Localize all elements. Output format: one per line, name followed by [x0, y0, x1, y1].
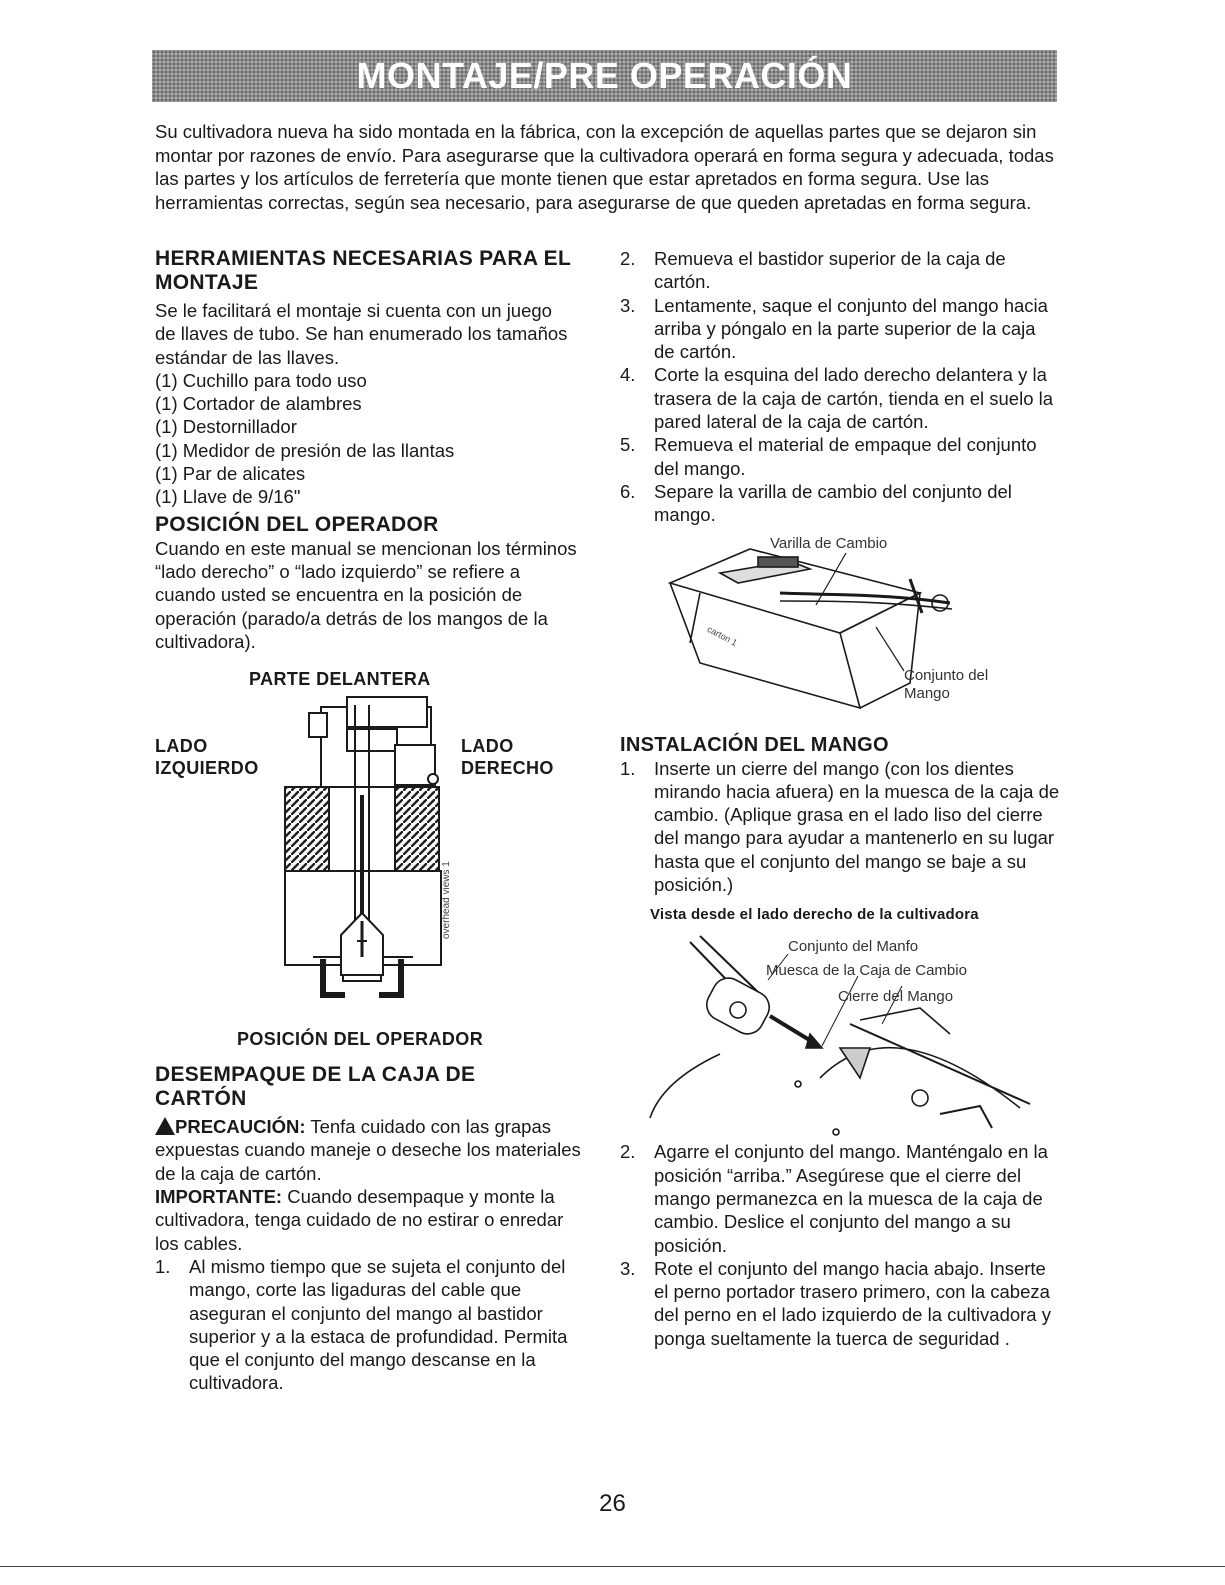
step-text: Lentamente, saque el conjunto del mango hacia arriba y póngalo en la parte superior de la caja de cartón.: [654, 294, 1048, 363]
step-number: 3.: [620, 294, 636, 316]
important-text: Cuando desempaque y monte la cultivadora, tenga cuidado de no estirar o enredar los cables.: [155, 1186, 564, 1254]
page-bottom-rule: [0, 1566, 1225, 1567]
shift-rod-callout: Varilla de Cambio: [770, 534, 888, 552]
install-step: [620, 1140, 1060, 1256]
step-text: Remueva el bastidor superior de la caja de cartón.: [654, 248, 1006, 293]
tools-list-item: (1) Cuchillo para todo uso: [155, 369, 367, 391]
step-number: 3.: [620, 1257, 636, 1279]
unpack-heading: DESEMPAQUE DE LA CAJA DE CARTÓN: [155, 1063, 476, 1111]
tools-list-item: (1) Cortador de alambres: [155, 393, 362, 415]
step-text: Separe la varilla de cambio del conjunto del mango.: [654, 480, 1012, 526]
handle-assembly-callout: [904, 667, 988, 703]
caution-text: Tenfa cuidado con las grapas expuestas cuando maneje o deseche los materiales de la caja de cartón.: [155, 1116, 581, 1184]
step-number: 2.: [620, 248, 636, 269]
callout-line: Mango: [904, 684, 950, 702]
left-side-label-line: LADO: [155, 736, 208, 757]
tools-list: [155, 369, 595, 509]
step-number: 1.: [620, 757, 636, 779]
step-text: Al mismo tiempo que se sujeta el conjunto del mango, corte las ligaduras del cable que aseguran el conjunto del mango al bastidor superior y a la estaca de profundidad. Permita que el conjunto del mango descanse en la cultivadora.: [189, 1255, 568, 1394]
unpack-step: [620, 294, 1060, 364]
handle-install-figure: [620, 906, 1060, 1138]
step-text: Remueva el material de empaque del conjunto del mango.: [654, 434, 1037, 479]
carton-box-text: carton 1: [705, 623, 739, 648]
caution-paragraph: [155, 1115, 585, 1185]
unpack-step: [620, 480, 1060, 527]
right-column: [620, 247, 1060, 1350]
install-heading: INSTALACIÓN DEL MANGO: [620, 733, 889, 756]
warning-triangle-icon: [155, 1117, 175, 1135]
gearbox-drawing: [620, 928, 1040, 1138]
left-side-label-line: IZQUIERDO: [155, 758, 259, 779]
unpack-step: [620, 433, 1060, 480]
step-number: 1.: [155, 1255, 171, 1277]
right-side-label-line: LADO: [461, 736, 514, 757]
step-number: 6.: [620, 480, 636, 502]
page-number: 26: [599, 1490, 626, 1517]
install-step: [620, 1257, 1060, 1350]
step-text: Corte la esquina del lado derecho delantera y la trasera de la caja de cartón, tienda en el suelo la pared lateral de la caja de cartón.: [654, 364, 1054, 433]
tools-list-item: (1) Medidor de presión de las llantas: [155, 439, 455, 461]
important-paragraph: [155, 1185, 585, 1255]
step-number: 2.: [620, 1141, 636, 1163]
tools-list-item: (1) Destornillador: [155, 416, 297, 438]
unpack-step: [620, 363, 1060, 433]
step-text: Inserte un cierre del mango (con los dientes mirando hacia afuera) en la muesca de la caja de cambio. (Aplique grasa en el lado liso del cierre del mango para ayudar a mantenerlo en su lugar hasta que el conjunto del mango se baje a su posición.): [654, 757, 1060, 896]
step-number: 4.: [620, 364, 636, 386]
tools-list-item: (1) Llave de 9/16": [155, 486, 301, 508]
tools-heading: HERRAMIENTAS NECESARIAS PARA EL MONTAJE: [155, 247, 571, 294]
operator-body: Cuando en este manual se mencionan los términos “lado derecho” o “lado izquierdo” se refiere a cuando usted se encuentra en la posición de operación (parado/a detrás de los mangos de la cultivadora).: [155, 537, 577, 652]
unpack-step: [155, 1255, 595, 1395]
left-column: [155, 247, 595, 1395]
install-step: [620, 757, 1060, 897]
handle-lock-callout: Cierre del Mango: [838, 988, 954, 1006]
right-side-label-line: DERECHO: [461, 758, 554, 779]
left-side-label: [155, 735, 259, 779]
caution-label: PRECAUCIÓN:: [175, 1116, 306, 1138]
operator-heading: POSICIÓN DEL OPERADOR: [155, 512, 439, 536]
operator-figure-caption: POSICIÓN DEL OPERADOR: [237, 1029, 484, 1050]
callout-leader-lines: [620, 535, 1060, 715]
front-label: PARTE DELANTERA: [249, 669, 431, 690]
handle-assembly-callout: Conjunto del Manfo: [788, 938, 919, 956]
section-title: MONTAJE/PRE OPERACIÓN: [356, 55, 853, 96]
drawing-file-label: overhead views 1: [441, 861, 452, 940]
unpack-step: [620, 247, 1060, 294]
install-figure-title: Vista desde el lado derecho de la cultivadora: [650, 906, 979, 924]
operator-position-figure: [155, 663, 595, 1053]
callout-line: Conjunto del: [904, 666, 989, 684]
carton-figure: [620, 535, 1060, 715]
tools-body: Se le facilitará el montaje si cuenta con un juego de llaves de tubo. Se han enumerado los tamaños estándar de las llaves.: [155, 300, 568, 368]
gearbox-notch-callout: Muesca de la Caja de Cambio: [766, 962, 967, 980]
step-text: Agarre el conjunto del mango. Manténgalo en la posición “arriba.” Asegúrese que el cierre del mango permanezca en la muesca de la caja de cambio. Deslice el conjunto del mango a su posición.: [654, 1141, 1048, 1256]
step-number: 5.: [620, 434, 636, 456]
tiller-overhead-drawing: [283, 695, 483, 1005]
intro-paragraph: Su cultivadora nueva ha sido montada en la fábrica, con la excepción de aquellas partes que se dejaron sin montar por razones de envío. Para asegurarse que la cultivadora operará en forma segura y adecuada, todas las partes y los artículos de ferretería que monte tienen que estar apretados en forma segura. Use las herramientas correctas, según sea necesario, para asegurarse de que queden apretadas en forma segura.: [155, 121, 1054, 213]
step-text: Rote el conjunto del mango hacia abajo. Inserte el perno portador trasero primero, con la cabeza del perno en el lado izquierdo de la cultivadora y ponga sueltamente la tuerca de seguridad .: [654, 1257, 1051, 1349]
important-label: IMPORTANTE:: [155, 1186, 283, 1208]
section-title-banner: [152, 50, 1057, 102]
tools-list-item: (1) Par de alicates: [155, 463, 306, 485]
